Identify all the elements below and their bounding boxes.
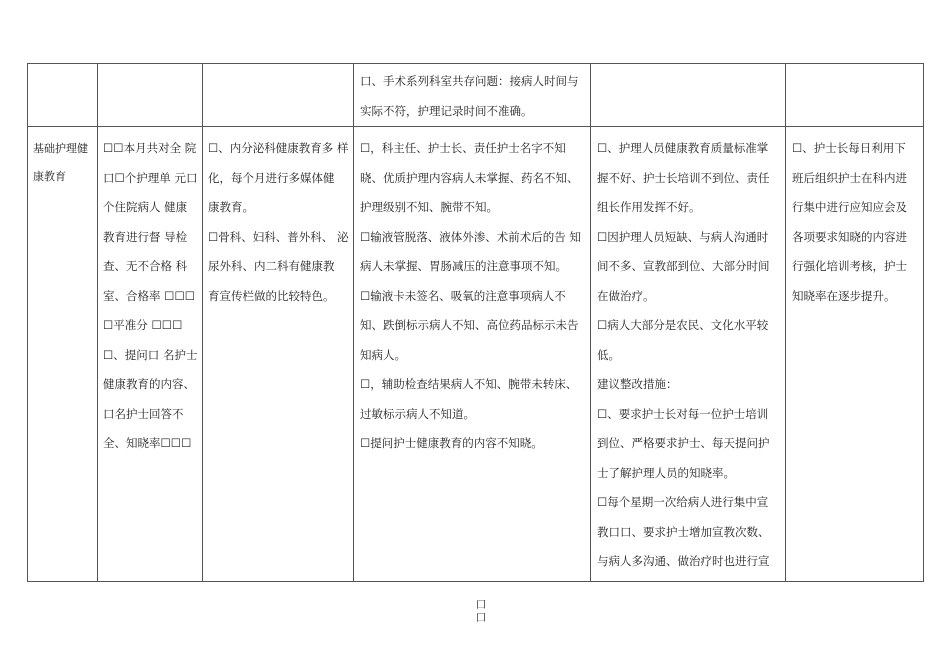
- table-cell: [28, 64, 98, 127]
- footer-mark: 口: [475, 598, 487, 611]
- table-row: [28, 127, 924, 582]
- measure-item: ☐、要求护士长对每一位护士培训 到位、严格要求护士、每天提问护 士了解护理人员的知晓率。: [597, 406, 770, 480]
- table-cell: [203, 64, 354, 127]
- table-cell: [591, 64, 786, 127]
- problem-item: ☐，科主任、护士长、责任护士名字不知晓、优质护理内容病人未掌握、药名不知、护理级别不知、腕带不知。: [360, 141, 579, 214]
- cause-item: ☐因护理人员短缺、与病人沟通时 间不多、宣教部到位、大部分时间 在做治疗。: [597, 229, 770, 303]
- table-cell: [98, 127, 203, 582]
- highlight-item: ☐、内分泌科健康教育多 样化，每个月进行多媒体健 康教育。: [208, 141, 349, 214]
- table-row: [28, 64, 924, 127]
- problem-item: ☐，辅助检查结果病人不知、腕带未转床、过敏标示病人不知道。: [360, 377, 578, 421]
- page-footer: [470, 598, 492, 624]
- table-cell: [354, 127, 591, 582]
- inspection-table: [27, 63, 924, 582]
- cause-item: ☐、护理人员健康教育质量标准掌 握不好、护士长培训不到位、责任 组长作用发挥不好。: [597, 141, 770, 214]
- category-label: 基础护理健康教育: [33, 142, 88, 183]
- problem-item: ☐输液卡未签名、吸氧的注意事项病人不知、跌倒标示病人不知、高位药品标示未告知病人。: [360, 288, 579, 362]
- highlight-item: ☐骨科、妇科、普外科、 泌尿外科、内二科有健康教 育宣传栏做的比较特色。: [208, 229, 349, 303]
- measure-item: ☐每个星期一次给病人进行集中宣 教口口、要求护士增加宣教次数、 与病人多沟通、做治疗时也进行宣: [597, 495, 770, 568]
- effect-item: ☐、护士长每日利用下 班后组织护士在科内进 行集中进行应知应会及 各项要求知晓的内容进 行强化培训考核，护士 知晓率在逐步提升。: [792, 141, 907, 303]
- inspection-summary: ☐☐本月共对全 院口☐个护理单 元口个住院病人 健康教育进行督 导检查、无不合格 科室、合格率 ☐☐☐☐平准分 ☐☐☐☐、提问口 名护士健康教育的内容、口名护士回答不全、知晓率☐☐☐: [103, 141, 198, 450]
- table-cell: [203, 127, 354, 582]
- problem-item: ☐提问护士健康教育的内容不知晓。: [360, 436, 543, 450]
- cause-item: ☐病人大部分是农民、文化水平较低。: [597, 318, 769, 362]
- measures-heading: 建议整改措施：: [597, 377, 678, 391]
- problem-item: ☐输液管脱落、液体外渗、术前术后的告 知病人未掌握、胃肠减压的注意事项不知。: [360, 229, 581, 273]
- table-cell: [98, 64, 203, 127]
- table-cell: [591, 127, 786, 582]
- footer-mark: 口: [475, 611, 487, 624]
- table-cell: [28, 127, 98, 582]
- table-cell: [786, 127, 924, 582]
- problem-text: 口、手术系列科室共存问题：接病人时间与实际不符，护理记录时间不准确。: [360, 74, 579, 118]
- table-cell: [786, 64, 924, 127]
- table-cell: [354, 64, 591, 127]
